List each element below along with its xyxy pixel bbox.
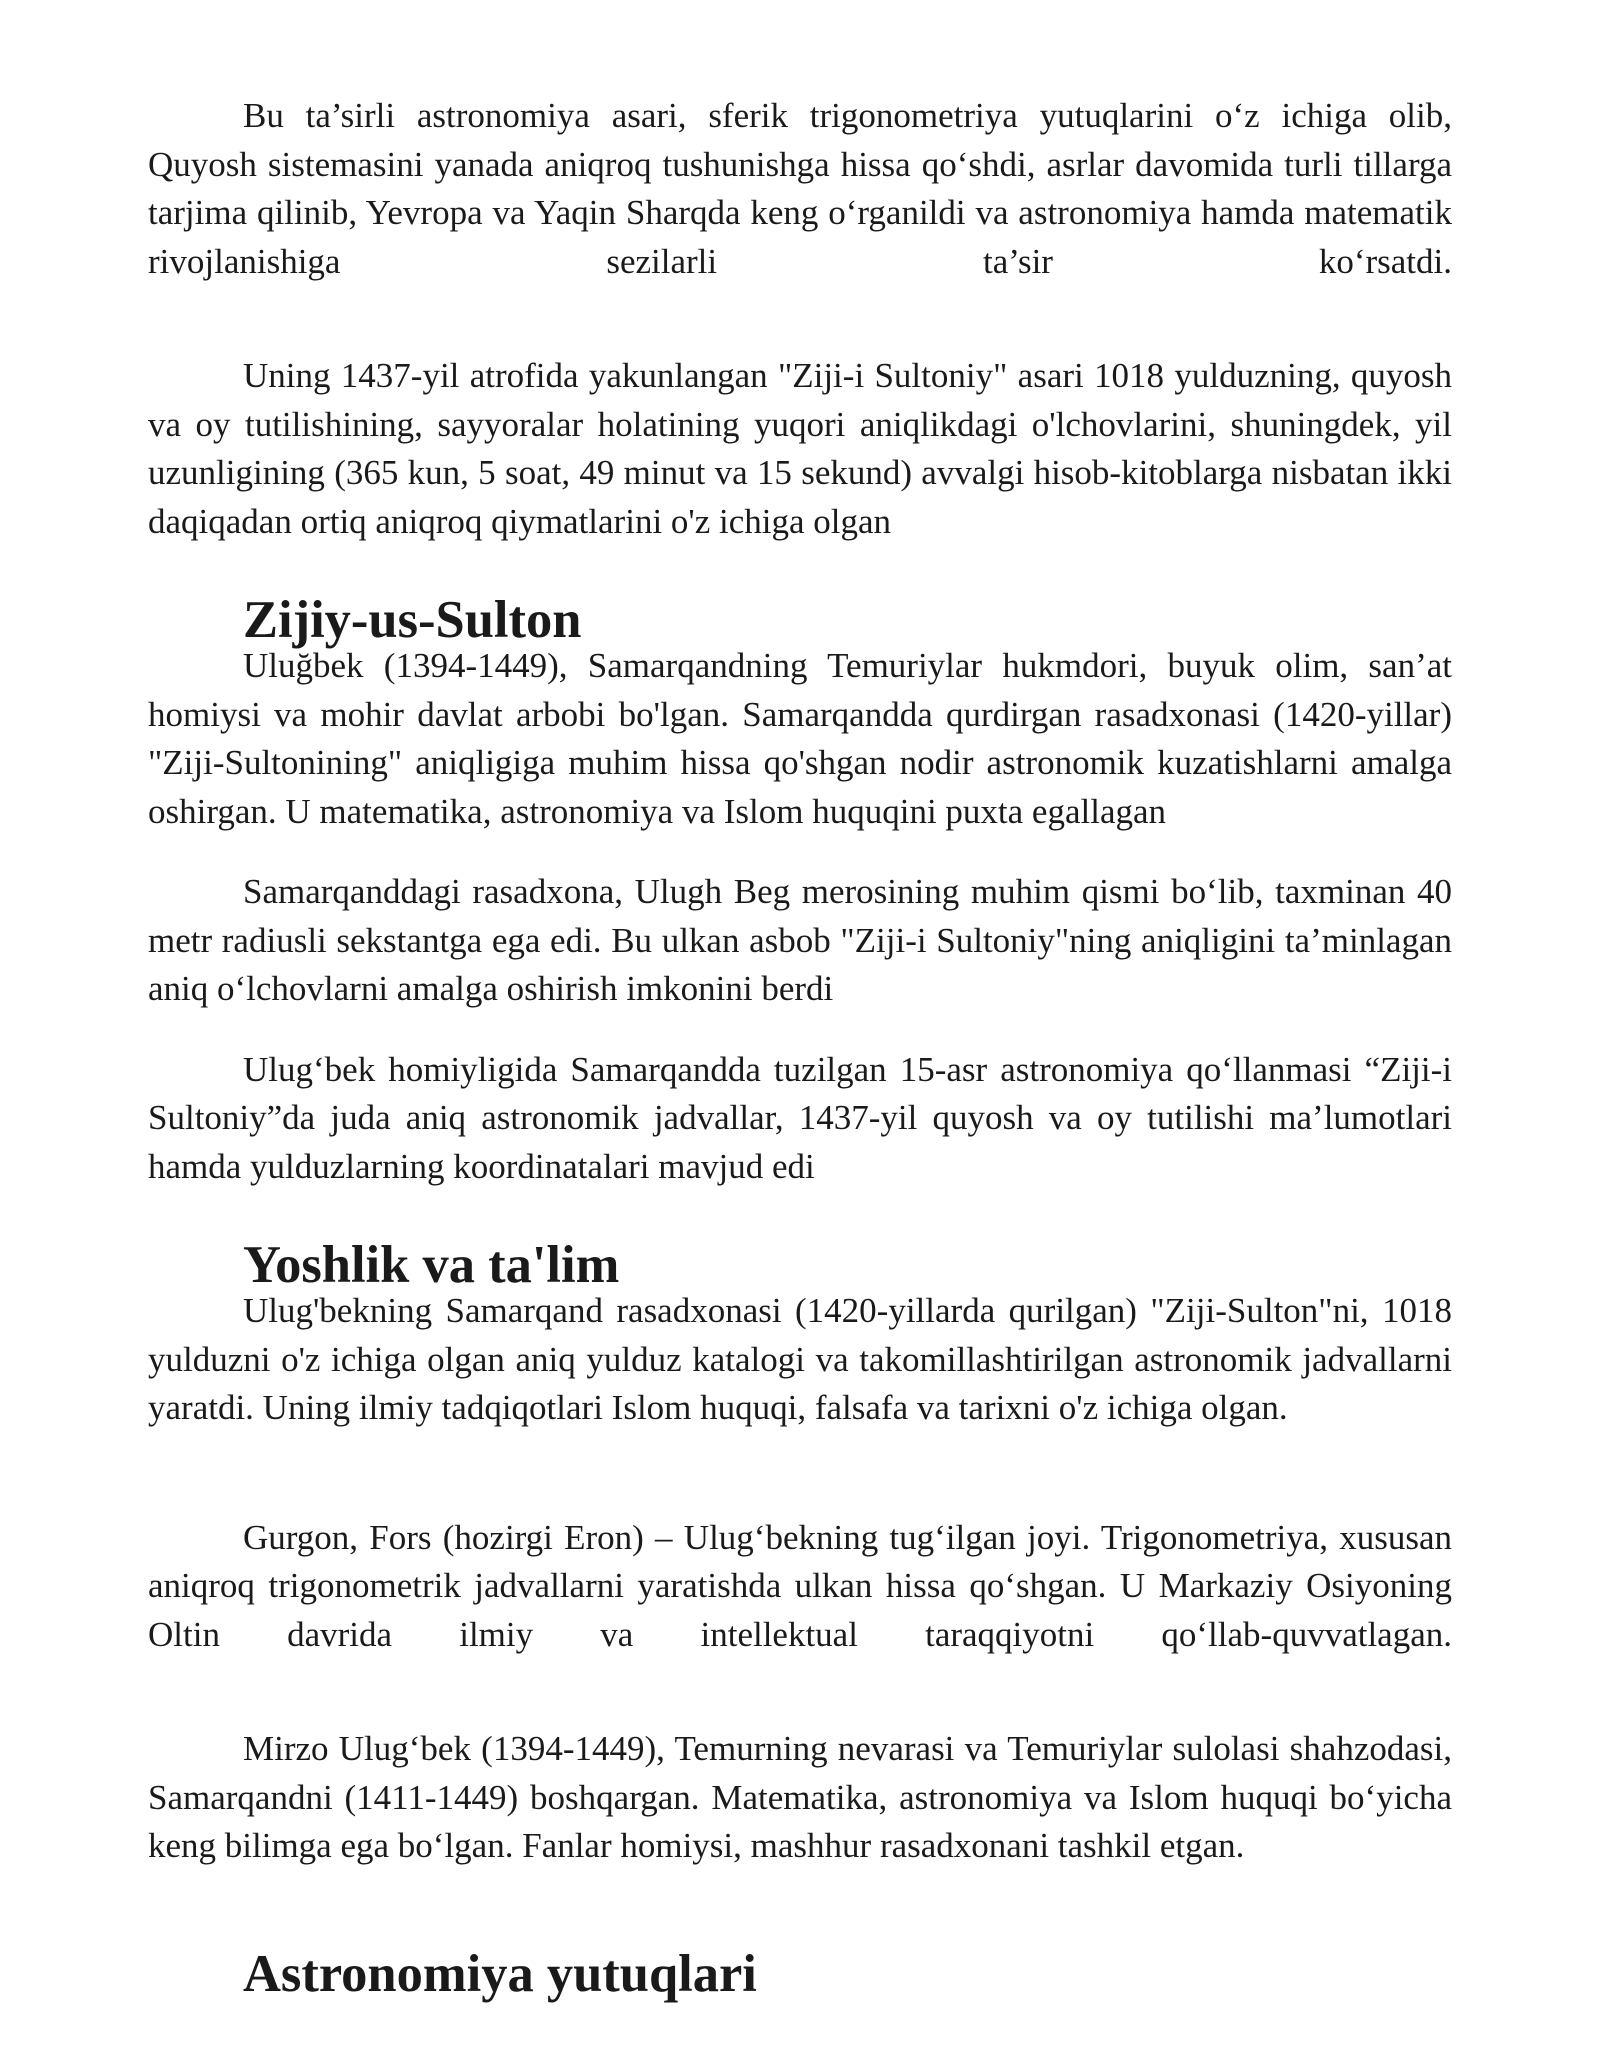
spacer (148, 1871, 1452, 1952)
spacer (148, 1014, 1452, 1046)
document-page (148, 92, 1452, 2003)
spacer (148, 1433, 1452, 1514)
spacer (148, 1659, 1452, 1725)
heading-astronomy-achievements: Astronomiya yutuqlari (243, 1944, 757, 2003)
heading-youth-education: Yoshlik va ta'lim (243, 1236, 620, 1294)
paragraph-ziji-sultoniy: Uning 1437-yil atrofida yakunlangan "Ziji-i Sultoniy" asari 1018 yulduzning, quyosh va oy tutilishining, sayyoralar holatining yuqori aniqlikdagi o'lchovlarini, shuningdek, yil uzunligining (365 kun, 5 soat, 49 minut va 15 sekund) avvalgi hisob-kitoblarga nisbatan ikki daqiqadan ortiq aniqroq qiymatlarini o'z ichiga olgan (148, 356, 1452, 541)
paragraph-ulugbek-ruler: Uluğbek (1394-1449), Samarqandning Temuriylar hukmdori, buyuk olim, san’at homiysi va mohir davlat arbobi bo'lgan. Samarqandda qurdirgan rasadxonasi (1420-yillar) "Ziji-Sultonining" aniqligiga muhim hissa qo'shgan nodir astronomik kuzatishlarni amalga oshirgan. U matematika, astronomiya va Islom huquqini puxta egallagan (148, 646, 1452, 831)
paragraph-star-catalog: Ulug'bekning Samarqand rasadxonasi (1420-yillarda qurilgan) "Ziji-Sulton"ni, 1018 yulduzni o'z ichiga olgan aniq yulduz katalogi va takomillashtirilgan astronomik jadvallarni yaratdi. Uning ilmiy tadqiqotlari Islom huquqi, falsafa va tarixni o'z ichiga olgan. (148, 1291, 1452, 1427)
heading-zijiy-us-sulton: Zijiy-us-Sulton (243, 591, 582, 649)
paragraph-astronomy-impact: Bu ta’sirli astronomiya asari, sferik trigonometriya yutuqlarini o‘z ichiga olib, Quyosh sistemasini yanada aniqroq tushunishga hissa qo‘shdi, asrlar davomida turli tillarga tarjima qilinib, Yevropa va Yaqin Sharqda keng o‘rganildi va astronomiya hamda matematik rivojlanishiga sezilarli ta’sir ko‘rsatdi. (148, 96, 1452, 281)
paragraph-gurgon-birthplace: Gurgon, Fors (hozirgi Eron) – Ulug‘bekning tug‘ilgan joyi. Trigonometriya, xususan aniqroq trigonometrik jadvallarni yaratishda ulkan hissa qo‘shgan. U Markaziy Osiyoning Oltin davrida ilmiy va intellektual taraqqiyotni qo‘llab-quvvatlagan. (148, 1517, 1452, 1654)
spacer (148, 836, 1452, 868)
paragraph-astronomy-manual: Ulug‘bek homiyligida Samarqandda tuzilgan 15-asr astronomiya qo‘llanmasi “Ziji-i Sultoniy”da juda aniq astronomik jadvallar, 1437-yil quyosh va oy tutilishi ma’lumotlari hamda yulduzlarning koordinatalari mavjud edi (148, 1049, 1452, 1186)
paragraph-mirzo-ulugbek: Mirzo Ulug‘bek (1394-1449), Temurning nevarasi va Temuriylar sulolasi shahzodasi, Samarqandni (1411-1449) boshqargan. Matematika, astronomiya va Islom huquqi bo‘yicha keng bilimga ega bo‘lgan. Fanlar homiysi, mashhur rasadxonani tashkil etgan. (148, 1729, 1452, 1865)
spacer (148, 286, 1452, 352)
paragraph-observatory-sextant: Samarqanddagi rasadxona, Ulugh Beg merosining muhim qismi bo‘lib, taxminan 40 metr radiusli sekstantga ega edi. Bu ulkan asbob "Ziji-i Sultoniy"ning aniqligini ta’minlagan aniq o‘lchovlarni amalga oshirish imkonini berdi (148, 872, 1452, 1008)
